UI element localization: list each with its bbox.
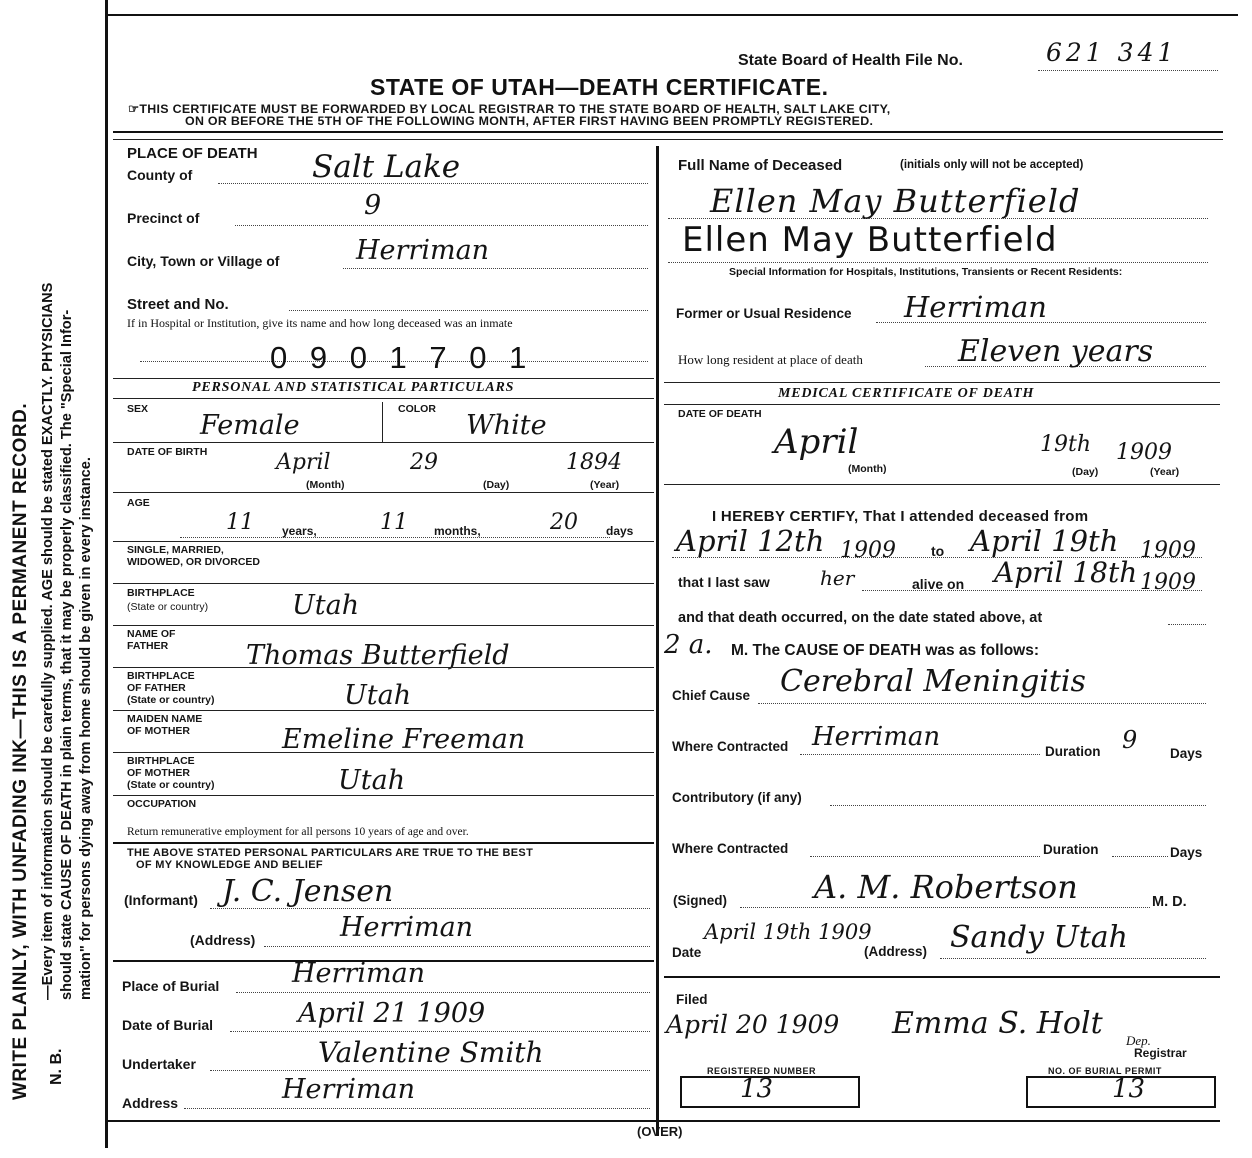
father-birthplace-value: Utah [344, 680, 412, 711]
margin-note-line-3: mation" for persons dying away from home should be given in every instance. [78, 457, 94, 1000]
marital-label-2: WIDOWED, OR DIVORCED [127, 556, 260, 568]
signature-rule [664, 976, 1220, 978]
residence-label: Former or Usual Residence [676, 306, 852, 321]
registered-number-value: 13 [740, 1074, 774, 1104]
undertaker-label: Undertaker [122, 1056, 196, 1072]
filed-date: April 20 1909 [666, 1010, 840, 1039]
registered-number-label: REGISTERED NUMBER [707, 1066, 817, 1076]
medical-rule-bottom [664, 404, 1220, 405]
file-number-label: State Board of Health File No. [738, 52, 963, 69]
occupation-label: OCCUPATION [127, 798, 197, 810]
where-contracted-value: Herriman [812, 722, 941, 752]
personal-rule-bottom [113, 398, 654, 399]
attended-from-value: April 12th [676, 524, 825, 558]
dod-day-caption: (Day) [1072, 466, 1099, 478]
dod-month-caption: (Month) [848, 463, 887, 475]
signer-address-line [940, 958, 1206, 959]
father-birthplace-rule [113, 710, 654, 711]
top-border [108, 14, 1238, 16]
cause-header: M. The CAUSE OF DEATH was as follows: [731, 642, 1040, 659]
attended-to-year: 1909 [1140, 538, 1196, 563]
header-rule-thin [113, 139, 1223, 140]
death-time-line [1168, 624, 1206, 625]
duration-label: Duration [1045, 744, 1101, 759]
age-label: AGE [127, 497, 150, 509]
alive-on-value: April 18th [994, 556, 1138, 589]
burial-place-value: Herriman [292, 958, 426, 989]
street-line [289, 310, 648, 311]
where-contracted-line [800, 754, 1040, 755]
days-label: Days [1170, 746, 1203, 761]
alive-on-year: 1909 [1140, 570, 1196, 595]
attended-to-value: April 19th [970, 524, 1119, 558]
medical-rule-top [664, 382, 1220, 383]
burial-place-line [236, 992, 650, 993]
where-contracted-2-label: Where Contracted [672, 841, 789, 856]
dep-label: Dep. [1126, 1033, 1151, 1048]
date-of-death-label: DATE OF DEATH [678, 408, 762, 420]
father-birthplace-label-3: (State or country) [127, 694, 215, 706]
dod-day: 19th [1040, 432, 1092, 457]
city-line [343, 268, 648, 269]
attended-from-year: 1909 [840, 538, 896, 563]
color-label: COLOR [398, 403, 436, 415]
attestation-line-1: THE ABOVE STATED PERSONAL PARTICULARS ARE TRUE TO THE BEST [127, 847, 534, 859]
sex-value: Female [200, 410, 300, 441]
md-label: M. D. [1152, 894, 1187, 910]
last-saw-pronoun: her [820, 566, 855, 590]
contributory-line [830, 805, 1206, 806]
filed-label: Filed [676, 992, 708, 1007]
age-months-label: months, [434, 524, 481, 538]
sex-rule [113, 442, 654, 443]
hospital-note: If in Hospital or Institution, give its name and how long deceased was an inmate [127, 316, 513, 330]
header-instruction-2: ON OR BEFORE THE 5TH OF THE FOLLOWING MONTH, AFTER FIRST HAVING BEEN PROMPTLY REGISTERED. [185, 114, 874, 128]
burial-date-value: April 21 1909 [298, 998, 486, 1029]
signed-value: A. M. Robertson [814, 868, 1078, 906]
mother-value: Emeline Freeman [282, 724, 526, 755]
duration-2-label: Duration [1043, 842, 1099, 857]
left-border [105, 0, 108, 1148]
place-of-death-label: PLACE OF DEATH [127, 145, 258, 162]
county-value: Salt Lake [312, 149, 461, 185]
burial-permit-label: NO. OF BURIAL PERMIT [1048, 1066, 1162, 1076]
full-name-note: (initials only will not be accepted) [900, 159, 1084, 171]
signer-address-value: Sandy Utah [950, 920, 1128, 955]
age-rule [113, 541, 654, 542]
color-value: White [466, 410, 547, 441]
stamp-number: 0 9 0 1 7 0 1 [270, 340, 534, 375]
dob-year-caption: (Year) [590, 479, 620, 491]
burial-date-label: Date of Burial [122, 1017, 214, 1033]
dod-rule [664, 484, 1220, 485]
duration-2-line [1112, 856, 1168, 857]
city-label: City, Town or Village of [127, 253, 280, 269]
dod-year: 1909 [1116, 440, 1172, 465]
mother-rule [113, 752, 654, 753]
margin-note-label: N. B. [48, 1048, 65, 1085]
marital-rule [113, 583, 654, 584]
chief-cause-value: Cerebral Meningitis [780, 664, 1086, 699]
chief-cause-line [758, 703, 1206, 704]
dob-day-caption: (Day) [483, 479, 510, 491]
street-label: Street and No. [127, 296, 229, 313]
age-years-value: 11 [226, 510, 254, 535]
age-line [180, 537, 610, 538]
dob-year: 1894 [566, 450, 622, 475]
mother-birthplace-value: Utah [338, 765, 406, 796]
birthplace-value: Utah [292, 590, 360, 621]
mother-label-1: MAIDEN NAME [127, 713, 203, 725]
resident-label: How long resident at place of death [678, 352, 863, 367]
burial-date-line [230, 1031, 650, 1032]
dob-rule [113, 492, 654, 493]
mother-birthplace-rule [113, 795, 654, 796]
dod-month: April [774, 422, 859, 462]
full-name-script: Ellen May Butterfield [710, 182, 1081, 220]
age-years-label: years, [282, 524, 317, 538]
undertaker-line [210, 1070, 650, 1071]
age-days-label: days [606, 524, 634, 538]
precinct-value: 9 [364, 190, 382, 221]
certificate-title: STATE OF UTAH—DEATH CERTIFICATE. [370, 74, 829, 100]
chief-cause-label: Chief Cause [672, 688, 751, 703]
date-value: April 19th 1909 [704, 920, 872, 944]
full-name-label: Full Name of Deceased [678, 157, 843, 174]
mother-birthplace-label-1: BIRTHPLACE [127, 755, 195, 767]
marital-label-1: SINGLE, MARRIED, [127, 544, 224, 556]
margin-note-line-1: —Every item of information should be carefully supplied. AGE should be stated EXACTLY. PHYSICIANS [40, 282, 56, 1000]
personal-section-header: PERSONAL AND STATISTICAL PARTICULARS [192, 380, 515, 395]
birthplace-label: BIRTHPLACE [127, 587, 195, 599]
informant-address-line [264, 946, 650, 947]
precinct-label: Precinct of [127, 210, 200, 226]
alive-on-label: alive on [912, 576, 965, 592]
where-contracted-label: Where Contracted [672, 739, 789, 754]
duration-value: 9 [1122, 726, 1138, 754]
father-rule [113, 667, 654, 668]
age-days-value: 20 [550, 510, 578, 535]
father-label-1: NAME OF [127, 628, 176, 640]
signer-address-label: (Address) [864, 944, 928, 959]
birthplace-sub: (State or country) [127, 601, 209, 613]
margin-permanent-record: WRITE PLAINLY, WITH UNFADING INK—THIS IS A PERMANENT RECORD. [10, 402, 31, 1100]
mother-birthplace-label-2: OF MOTHER [127, 767, 190, 779]
resident-value: Eleven years [958, 334, 1154, 369]
undertaker-value: Valentine Smith [318, 1036, 544, 1069]
undertaker-address-label: Address [122, 1095, 179, 1111]
date-label: Date [672, 945, 702, 960]
age-months-value: 11 [380, 510, 408, 535]
occupation-note: Return remunerative employment for all persons 10 years of age and over. [127, 826, 469, 838]
medical-section-header: MEDICAL CERTIFICATE OF DEATH [778, 386, 1035, 401]
undertaker-address-value: Herriman [282, 1074, 416, 1105]
header-rule [113, 131, 1223, 133]
precinct-line [235, 225, 648, 226]
attestation-line-2: OF MY KNOWLEDGE AND BELIEF [136, 859, 323, 871]
full-name-printed: Ellen May Butterfield [682, 220, 1058, 260]
informant-value: J. C. Jensen [222, 874, 394, 909]
sex-label: SEX [127, 403, 149, 415]
death-time-value: 2 a. [664, 630, 713, 660]
death-occurred-text: and that death occurred, on the date stated above, at [678, 610, 1043, 626]
informant-label: (Informant) [124, 892, 198, 908]
certify-text: I HEREBY CERTIFY, That I attended deceased from [712, 508, 1089, 525]
informant-address-value: Herriman [340, 912, 474, 943]
mother-label-2: OF MOTHER [127, 725, 190, 737]
dob-day: 29 [410, 450, 438, 475]
registrar-label: Registrar [1134, 1046, 1187, 1060]
contributory-label: Contributory (if any) [672, 790, 802, 805]
file-number-line [1038, 70, 1218, 71]
special-info: Special Information for Hospitals, Institutions, Transients or Recent Residents: [729, 266, 1123, 278]
dob-month-caption: (Month) [306, 479, 345, 491]
signed-label: (Signed) [673, 893, 727, 908]
undertaker-address-line [184, 1108, 650, 1109]
last-saw-label: that I last saw [678, 574, 770, 590]
father-value: Thomas Butterfield [246, 640, 510, 671]
bottom-rule [108, 1120, 1220, 1122]
father-label-2: FATHER [127, 640, 169, 652]
personal-rule-top [113, 378, 654, 379]
margin-note-line-2: should state CAUSE OF DEATH in plain terms, that it may be properly classified. The "Special Infor- [59, 309, 75, 1000]
burial-permit-value: 13 [1112, 1074, 1146, 1104]
center-divider [656, 146, 659, 1136]
informant-address-label: (Address) [190, 932, 256, 948]
file-number-value: 621 341 [1046, 38, 1178, 67]
days-2-label: Days [1170, 845, 1203, 860]
sex-color-divider [382, 402, 383, 442]
burial-place-label: Place of Burial [122, 978, 220, 994]
city-value: Herriman [356, 235, 490, 266]
where-contracted-2-line [810, 856, 1040, 857]
dod-year-caption: (Year) [1150, 466, 1180, 478]
mother-birthplace-label-3: (State or country) [127, 779, 215, 791]
signed-line [740, 907, 1150, 908]
dob-label: DATE OF BIRTH [127, 446, 208, 458]
registrar-name: Emma S. Holt [892, 1006, 1103, 1041]
header-instruction-1: ☞THIS CERTIFICATE MUST BE FORWARDED BY LOCAL REGISTRAR TO THE STATE BOARD OF HEALTH, SALT LAKE CITY, [128, 102, 891, 116]
full-name-line-2 [668, 262, 1208, 263]
father-birthplace-label-1: BIRTHPLACE [127, 670, 195, 682]
father-birthplace-label-2: OF FATHER [127, 682, 186, 694]
dob-month: April [276, 450, 331, 475]
county-label: County of [127, 167, 193, 183]
occupation-rule [113, 842, 654, 844]
birthplace-rule [113, 625, 654, 626]
full-name-line [668, 218, 1208, 219]
over-label: (OVER) [637, 1124, 683, 1139]
to-label: to [931, 543, 945, 559]
residence-value: Herriman [904, 290, 1047, 324]
